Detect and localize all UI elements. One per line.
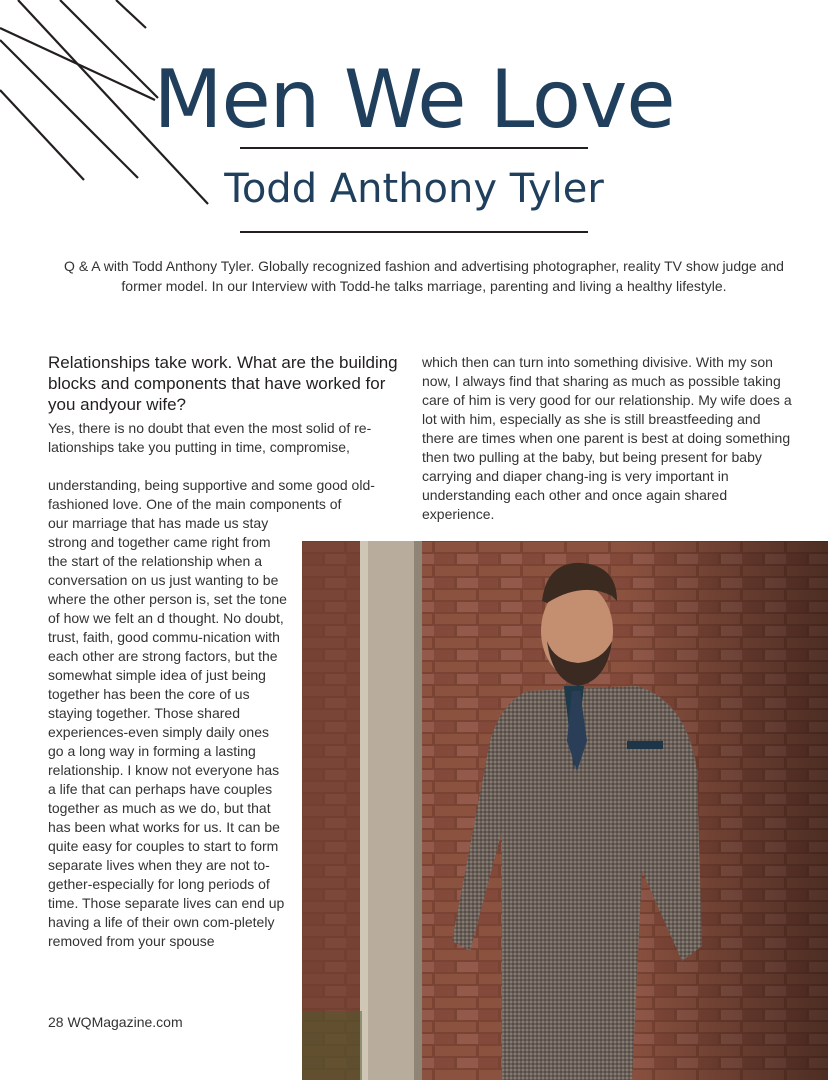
answer-paragraph-4: which then can turn into something divisive. With my son now, I always find that sharing as much as possible taking care of him is very good for our relationship. My wife does a lot with him, especially as she is still breastfeeding and there are times when one parent is best at doing something then two pulling at the baby, but being present for baby carrying and diaper chang-ing is very important in understanding each other and once again shared experience. <box>422 354 792 522</box>
page-title: Men We Love <box>153 53 675 146</box>
answer-paragraph-3: our marriage that has made us stay strong and together came right from the start of the relationship when a conversation on us just wanting to be where the other person is, set the tone of how we felt an d thought. No doubt, trust, faith, good commu-nication with each other are strong factors, but the somewhat simple idea of just being together has been the core of us staying together. Those shared experiences-even simply daily ones go a long way in forming a lasting relationship. I know not everyone has a life that can perhaps have couples together as much as we do, but that has been what works for us. It can be quite easy for couples to start to form separate lives when they are not to-gether-especially for long periods of time. Those separate lives can end up having a life of their own com-pletely removed from your spouse <box>48 515 287 949</box>
answer-paragraph-1: Yes, there is no doubt that even the most solid of re-lationships take you putting in time, compromise, <box>48 420 372 455</box>
portrait-photo <box>302 541 828 1080</box>
interview-question: Relationships take work. What are the building blocks and components that have worked for you andyour wife? <box>48 353 398 414</box>
page-footer: 28 WQMagazine.com <box>48 1014 183 1030</box>
intro-text: Q & A with Todd Anthony Tyler. Globally recognized fashion and advertising photographer, reality TV show judge and former model. In our Interview with Todd-he talks marriage, parenting and living a healthy lifestyle. <box>64 258 784 294</box>
title-divider-top <box>240 147 588 149</box>
answer-paragraph-2: understanding, being supportive and some good old-fashioned love. One of the main components of <box>48 477 375 512</box>
title-divider-bottom <box>240 231 588 233</box>
page-subtitle: Todd Anthony Tyler <box>224 166 604 212</box>
